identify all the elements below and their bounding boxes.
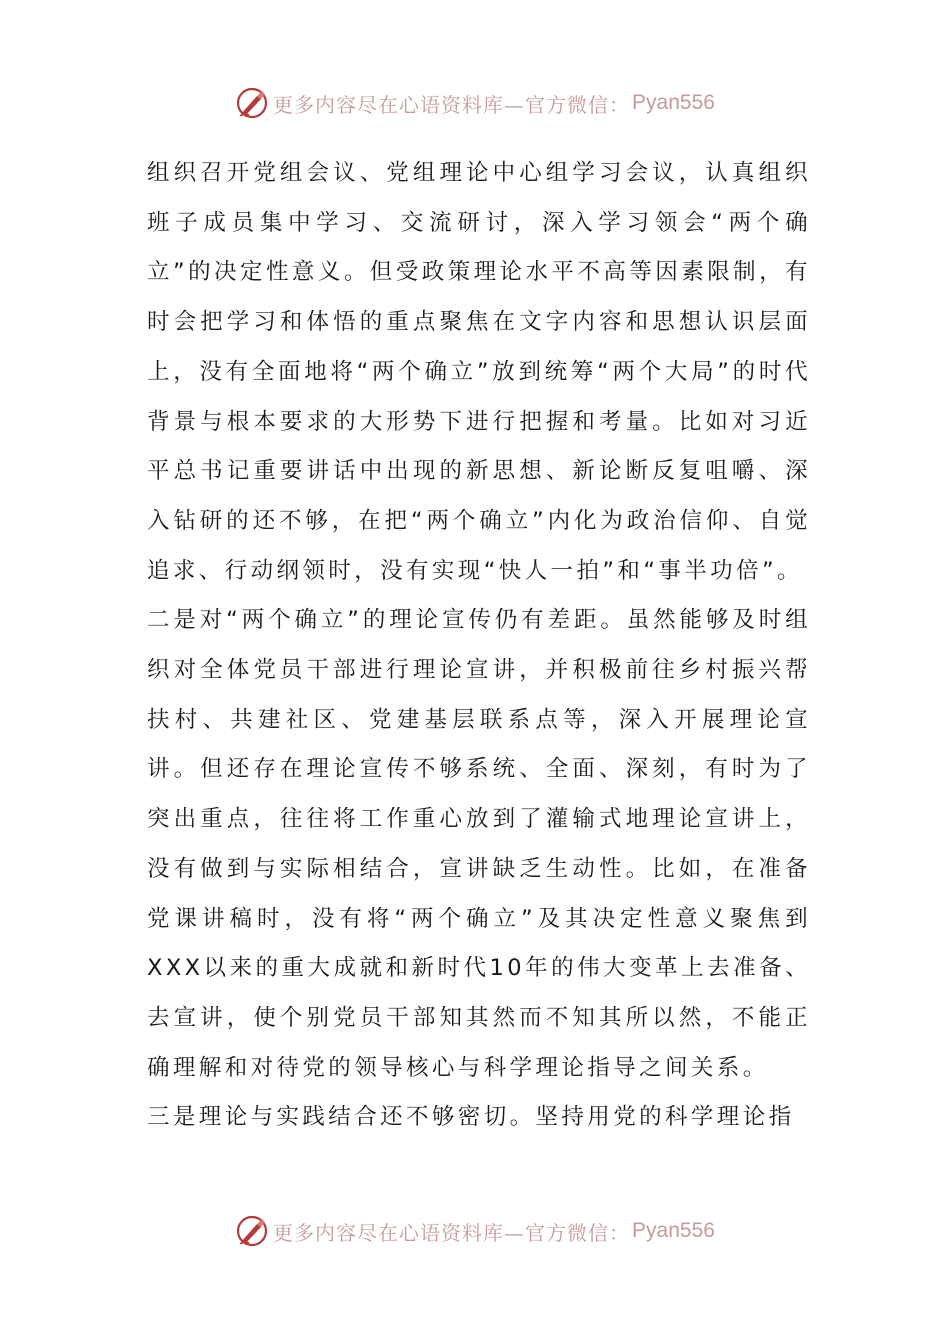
paragraph-3: 三是理论与实践结合还不够密切。坚持用党的科学理论指 [147, 1104, 795, 1131]
pen-logo-icon [235, 1214, 269, 1248]
header-banner-text: 更多内容尽在心语资料库—官方微信： [273, 92, 631, 117]
paragraph-2: 二是对“两个确立”的理论宣传仍有差距。虽然能够及时组织对全体党员干部进行理论宣讲，并积极前往乡村振兴帮扶村、共建社区、党建基层联系点等，深入开展理论宣讲。但还存在理论宣传不够系统、全面、深刻，有时为了突出重点，往往将工作重心放到了灌输式地理论宣讲上，没有做到与实际相结合，宣讲缺乏生动性。比如，在准备党课讲稿时，没有将“两个确立”及其决定性意义聚焦到XXX以来的重大成就和新时代10年的伟大变革上去准备、去宣讲，使个别党员干部知其然而不知其所以然，不能正确理解和对待党的领导核心与科学理论指导之间关系。 [147, 607, 811, 1081]
document-body [147, 149, 811, 1143]
header-wechat-id: Pyan556 [632, 91, 715, 114]
footer-watermark-banner [0, 1214, 950, 1248]
paragraph-1: 组织召开党组会议、党组理论中心组学习会议，认真组织班子成员集中学习、交流研讨，深入学习领会“两个确立”的决定性意义。但受政策理论水平不高等因素限制，有时会把学习和体悟的重点聚焦在文字内容和思想认识层面上，没有全面地将“两个确立”放到统筹“两个大局”的时代背景与根本要求的大形势下进行把握和考量。比如对习近平总书记重要讲话中出现的新思想、新论断反复咀嚼、深入钻研的还不够，在把“两个确立”内化为政治信仰、自觉追求、行动纲领时，没有实现“快人一拍”和“事半功倍”。 [147, 160, 811, 584]
footer-banner-text: 更多内容尽在心语资料库—官方微信： [273, 1220, 631, 1245]
footer-wechat-id: Pyan556 [632, 1219, 715, 1242]
header-watermark-banner [0, 86, 950, 120]
pen-logo-icon [235, 86, 269, 120]
